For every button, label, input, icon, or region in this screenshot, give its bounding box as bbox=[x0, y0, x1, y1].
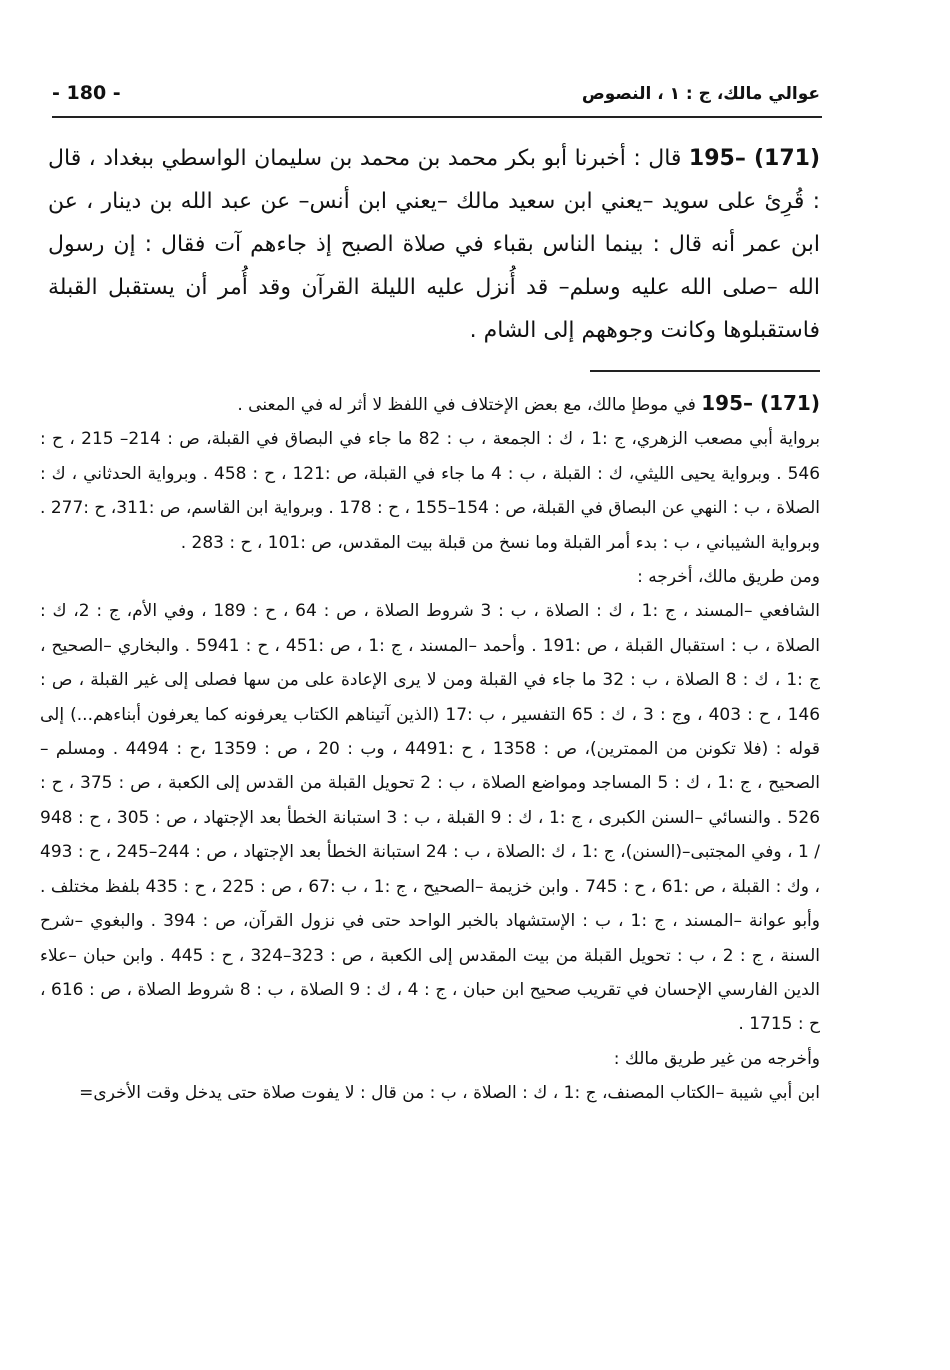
footnotes bbox=[40, 386, 820, 1111]
footnote-divider bbox=[590, 370, 820, 372]
hadith-paragraph bbox=[48, 137, 820, 352]
hadith-text: قال : أخبرنا أبو بكر محمد بن محمد بن سليمان الواسطي ببغداد ، قال : قُرِئ على سويد –يعني ابن سعيد مالك –يعني ابن أنس– عن عبد الله بن دينار ، عن ابن عمر أنه قال : بينما الناس بقباء في صلاة الصبح إذ جاءهم آت فقال : إن رسول الله –صلى الله عليه وسلم– قد أُنزل عليه الليلة القرآن وقد أُمر أن يستقبل القبلة فاستقبلوها وكانت وجوههم إلى الشام . bbox=[48, 146, 820, 343]
footnote-number: 195– (171) bbox=[701, 391, 820, 415]
footnote-intro-text: في موطإ مالك، مع بعض الإختلاف في اللفظ لا أثر له في المعنى . bbox=[237, 395, 696, 415]
footnote-via-malik-heading: ومن طريق مالك، أخرجه : bbox=[637, 567, 820, 588]
hadith-number: 195– (171) bbox=[688, 146, 820, 171]
running-header-title: عوالي مالك، ج : ١ ، النصوص bbox=[581, 84, 820, 104]
footnote-via-malik: الشافعي –المسند ، ج :1 ، ك : الصلاة ، ب : 3 شروط الصلاة ، ص : 64 ، ح : 189 ، وفي الأم، ج : 2، ك : الصلاة ، ب : استقبال القبلة ، ص :191 . وأحمد –المسند ، ج :1 ، ص :451 ، ح : 5941 . والبخاري –الصحيح ، ج :1 ، ك : 8 الصلاة ، ب : 32 ما جاء في القبلة ومن لا يرى الإعادة على من سها فصلى إلى غير القبلة ، ص : 146 ، ح : 403 ، وج : 3 ، ك : 65 التفسير ، ب :17 (الذين آتيناهم الكتاب يعرفونه كما يعرفون أبناءهم...) إلى قوله : (فلا تكونن من الممترين)، ص : 1358 ، ح :4491 ، وب : 20 ، ص : 1359 ،ح : 4494 . ومسلم –الصحيح ، ج :1 ، ك : 5 المساجد ومواضع الصلاة ، ب : 2 تحويل القبلة من القدس إلى الكعبة ، ص : 375 ، ح : 526 . والنسائي –السنن الكبرى ، ج :1 ، ك : 9 القبلة ، ب : 3 استبانة الخطأ بعد الإجتهاد ، ص : 305 ، ح : 948 / 1 ، وفي المجتبى–(السنن)، ج :1 ، ك :الصلاة ، ب : 24 استبانة الخطأ بعد الإجتهاد ، ص : 244–245 ، ح : 493 ، وك : القبلة ، ص :61 ، ح : 745 . وابن خزيمة –الصحيح ، ج :1 ، ب :67 ، ص : 225 ، ح : 435 بلفظ مختلف . وأبو عوانة –المسند ، ج :1 ، ب : الإستشهاد بالخبر الواحد حتى في نزول القرآن، ص : 394 . والبغوي –شرح السنة ، ج : 2 ، ب : تحويل القبلة من بيت المقدس إلى الكعبة ، ص : 323–324 ، ح : 445 . وابن حبان –علاء الدين الفارسي الإحسان في تقريب صحيح ابن حبان ، ج : 4 ، ك : 9 الصلاة ، ب : 8 شروط الصلاة ، ص : 616 ، ح : 1715 . bbox=[40, 601, 821, 1035]
footnote-riwayat: برواية أبي مصعب الزهري، ج :1 ، ك : الجمعة ، ب : 82 ما جاء في البصاق في القبلة، ص : 214– 215 ، ح : 546 . وبرواية يحيى الليثي، ك : القبلة ، ب : 4 ما جاء في القبلة، ص :121 ، ح : 458 . وبرواية الحدثاني ، ك : الصلاة ، ب : النهي عن البصاق في القبلة، ص : 154–155 ، ح : 178 . وبرواية ابن القاسم، ص :311، ح :277 . وبرواية الشيباني ، ب : بدء أمر القبلة وما نسخ من قبلة بيت المقدس، ص :101 ، ح : 283 . bbox=[40, 429, 821, 553]
hadith-body bbox=[48, 137, 820, 352]
page-number: - 180 - bbox=[52, 82, 121, 104]
footnote-other: ابن أبي شيبة –الكتاب المصنف، ج :1 ، ك : الصلاة ، ب : من قال : لا يفوت صلاة حتى يدخل وقت الأخرى= bbox=[79, 1083, 820, 1104]
footnote-other-heading: وأخرجه من غير طريق مالك : bbox=[613, 1048, 820, 1069]
footnote-intro bbox=[40, 386, 820, 422]
running-header bbox=[52, 80, 820, 110]
header-divider bbox=[52, 116, 822, 118]
